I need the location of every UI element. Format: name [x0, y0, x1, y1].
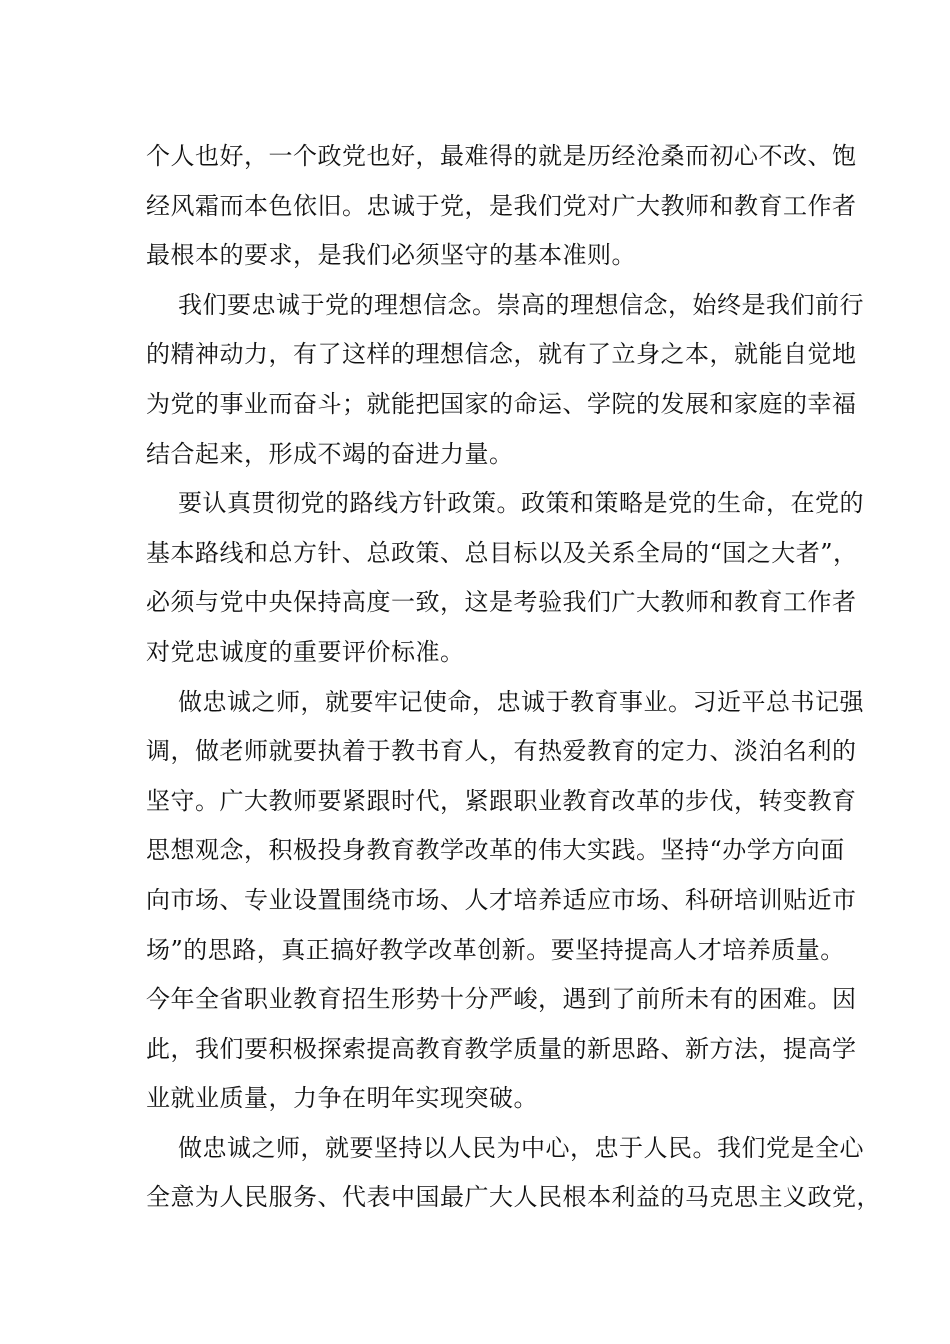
document-body	[146, 132, 881, 1223]
text-line: 对党忠诚度的重要评价标准。	[146, 637, 465, 666]
text-line: 今年全省职业教育招生形势十分严峻，遇到了前所未有的困难。因	[146, 985, 857, 1014]
text-line: 思想观念，积极投身教育教学改革的伟大实践。坚持“办学方向面	[146, 836, 845, 865]
text-line: 个人也好，一个政党也好，最难得的就是历经沧桑而初心不改、饱	[146, 142, 857, 170]
text-line: 我们要忠诚于党的理想信念。崇高的理想信念，始终是我们前行	[178, 290, 864, 319]
text-line: 此，我们要积极探索提高教育教学质量的新思路、新方法，提高学	[146, 1034, 857, 1063]
text-line: 要认真贯彻党的路线方针政策。政策和策略是党的生命，在党的	[178, 489, 864, 518]
text-line: 向市场、专业设置围绕市场、人才培养适应市场、科研培训贴近市	[146, 885, 857, 914]
text-line: 调，做老师就要执着于教书育人，有热爱教育的定力、淡泊名利的	[146, 737, 857, 766]
text-line: 坚守。广大教师要紧跟时代，紧跟职业教育改革的步伐，转变教育	[146, 786, 857, 815]
text-line: 全意为人民服务、代表中国最广大人民根本利益的马克思主义政党，	[146, 1183, 881, 1212]
text-line: 基本路线和总方针、总政策、总目标以及关系全局的“国之大者”，	[146, 538, 858, 567]
text-line: 做忠诚之师，就要坚持以人民为中心，忠于人民。我们党是全心	[178, 1133, 864, 1162]
text-line: 经风霜而本色依旧。忠诚于党，是我们党对广大教师和教育工作者	[146, 191, 857, 220]
text-line: 业就业质量，力争在明年实现突破。	[146, 1084, 538, 1113]
text-line: 做忠诚之师，就要牢记使命，忠诚于教育事业。习近平总书记强	[178, 687, 864, 716]
text-line: 结合起来，形成不竭的奋进力量。	[146, 439, 514, 468]
text-line: 为党的事业而奋斗；就能把国家的命运、学院的发展和家庭的幸福	[146, 389, 857, 418]
text-line: 最根本的要求，是我们必须坚守的基本准则。	[146, 241, 636, 270]
text-line: 必须与党中央保持高度一致，这是考验我们广大教师和教育工作者	[146, 588, 857, 617]
text-line: 场”的思路，真正搞好教学改革创新。要坚持提高人才培养质量。	[146, 935, 845, 964]
text-line: 的精神动力，有了这样的理想信念，就有了立身之本，就能自觉地	[146, 340, 857, 369]
